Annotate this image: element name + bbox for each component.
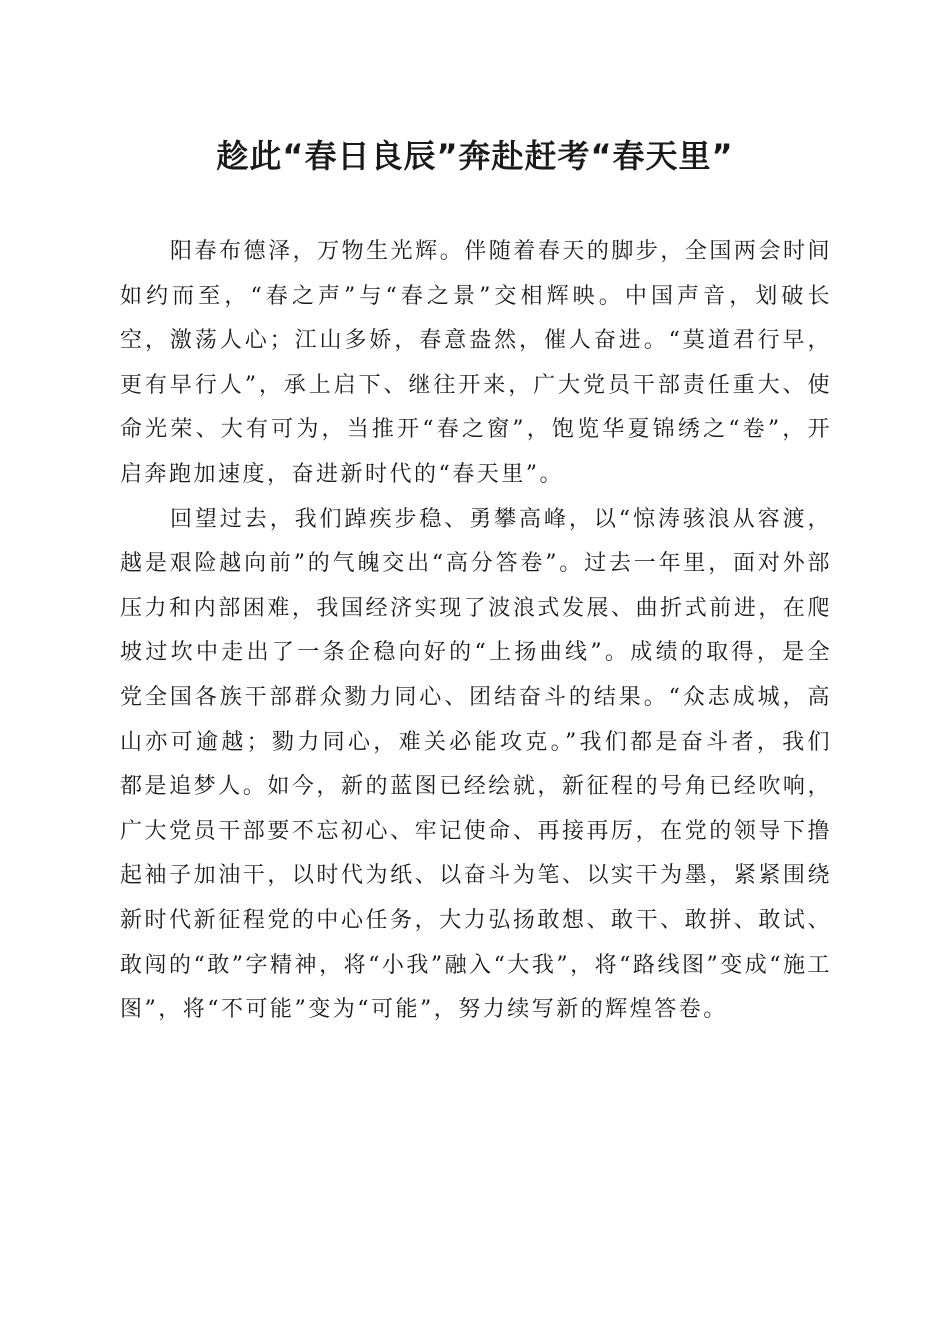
document-title: 趁此“春日良辰”奔赴赶考“春天里”	[216, 137, 734, 175]
paragraph-1: 阳春布德泽，万物生光辉。伴随着春天的脚步，全国两会时间如约而至，“春之声”与“春之景”交相辉映。中国声音，划破长空，激荡人心；江山多娇，春意盎然，催人奋进。“莫道君行早，更有早行人”，承上启下、继往开来，广大党员干部责任重大、使命光荣、大有可为，当推开“春之窗”，饱览华夏锦绣之“卷”，开启奔跑加速度，奋进新时代的“春天里”。	[120, 239, 832, 487]
paragraph-2: 回望过去，我们踔疾步稳、勇攀高峰，以“惊涛骇浪从容渡，越是艰险越向前”的气魄交出“高分答卷”。过去一年里，面对外部压力和内部困难，我国经济实现了波浪式发展、曲折式前进，在爬坡过坎中走出了一条企稳向好的“上扬曲线”。成绩的取得，是全党全国各族干部群众勠力同心、团结奋斗的结果。“众志成城，高山亦可逾越；勠力同心，难关必能攻克。”我们都是奋斗者，我们都是追梦人。如今，新的蓝图已经绘就，新征程的号角已经吹响，广大党员干部要不忘初心、牢记使命、再接再厉，在党的领导下撸起袖子加油干，以时代为纸、以奋斗为笔、以实干为墨，紧紧围绕新时代新征程党的中心任务，大力弘扬敢想、敢干、敢拼、敢试、敢闯的“敢”字精神，将“小我”融入“大我”，将“路线图”变成“施工图”，将“不可能”变为“可能”，努力续写新的辉煌答卷。	[120, 506, 832, 1023]
document-body	[120, 230, 832, 1033]
